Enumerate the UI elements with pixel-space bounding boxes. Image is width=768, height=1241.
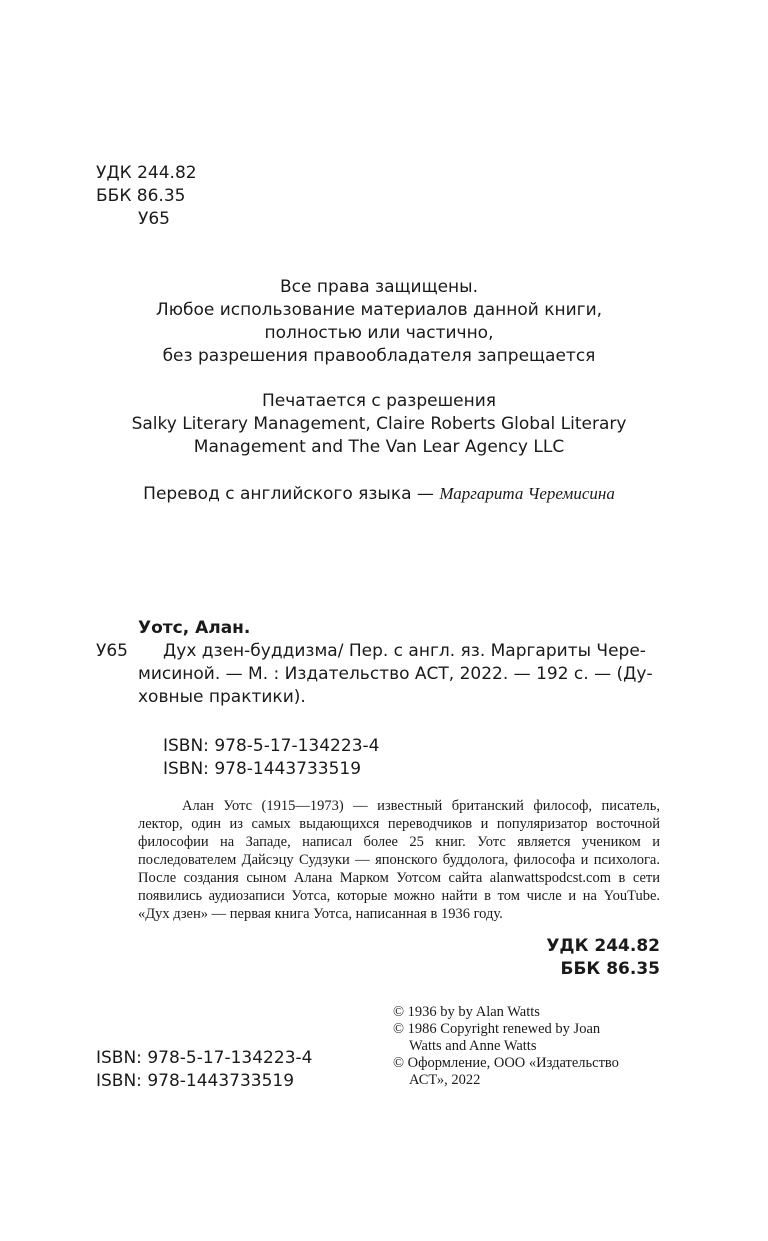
isbn-bottom: [96, 1047, 312, 1093]
udk-code: УДК 244.82: [96, 163, 197, 183]
copyright-line-1: © 1936 by by Alan Watts: [393, 1004, 540, 1020]
translation-credit: [96, 482, 662, 506]
copyright-line-3: Watts and Anne Watts: [409, 1038, 537, 1054]
permission-line-2: Salky Literary Management, Claire Roberts Global Literary: [131, 414, 627, 434]
bbk-code: ББК 86.35: [96, 186, 186, 206]
copyright-line-2: © 1986 Copyright renewed by Joan: [393, 1021, 601, 1037]
isbn-bottom-1: ISBN: 978-5-17-134223-4: [96, 1048, 313, 1068]
classification-codes-top: [96, 162, 197, 231]
copyright-line-4: © Оформление, ООО «Издательство: [393, 1055, 619, 1071]
author-mark: У65: [138, 209, 170, 229]
copyright-notice: [393, 1004, 663, 1089]
permission-line-3: Management and The Van Lear Agency LLC: [193, 437, 565, 457]
classification-codes-bottom: [546, 935, 660, 981]
translator-name: Маргарита Черемисина: [439, 484, 615, 503]
catalog-line-2: мисиной. — М. : Издательство АСТ, 2022. — 192 с. — (Ду-: [138, 664, 653, 684]
rights-line-1: Все права защищены.: [280, 277, 478, 297]
rights-notice: [96, 276, 662, 368]
translation-prefix: Перевод с английского языка —: [143, 484, 440, 504]
rights-line-2: Любое использование материалов данной книги,: [155, 300, 603, 320]
bbk-code-bottom: ББК 86.35: [560, 959, 660, 979]
isbn-catalog-1: ISBN: 978-5-17-134223-4: [163, 736, 380, 756]
copyright-line-5: АСТ», 2022: [409, 1072, 481, 1088]
udk-code-bottom: УДК 244.82: [546, 936, 660, 956]
permission-line-1: Печатается с разрешения: [261, 391, 496, 411]
catalog-line-1: Дух дзен-буддизма/ Пер. с англ. яз. Маргариты Чере-: [163, 641, 646, 661]
isbn-catalog: [163, 735, 379, 781]
catalog-line-3: ховные практики).: [138, 687, 306, 707]
catalog-author: Уотс, Алан.: [138, 618, 251, 638]
isbn-bottom-2: ISBN: 978-1443733519: [96, 1071, 295, 1091]
annotation: Алан Уотс (1915—1973) — известный британский философ, писатель, лектор, один из самых выдающихся переводчиков и популяризатор восточной философии на Западе, написал более 25 книг. Уотс является учеником и последователем Дайсэцу Судзуки — японского буддолога, философа и психолога. После создания сыном Алана Марком Уотсом сайта alanwattspodcst.com в сети появились аудиозаписи Уотса, которые можно найти в том числе и на YouTube. «Дух дзен» — первая книга Уотса, написанная в 1936 году.: [138, 798, 660, 922]
isbn-catalog-2: ISBN: 978-1443733519: [163, 759, 362, 779]
catalog-code: У65: [96, 641, 128, 661]
rights-line-4: без разрешения правообладателя запрещается: [162, 346, 596, 366]
catalog-description: [138, 640, 660, 709]
rights-line-3: полностью или частично,: [264, 323, 494, 343]
permission-notice: [96, 390, 662, 459]
